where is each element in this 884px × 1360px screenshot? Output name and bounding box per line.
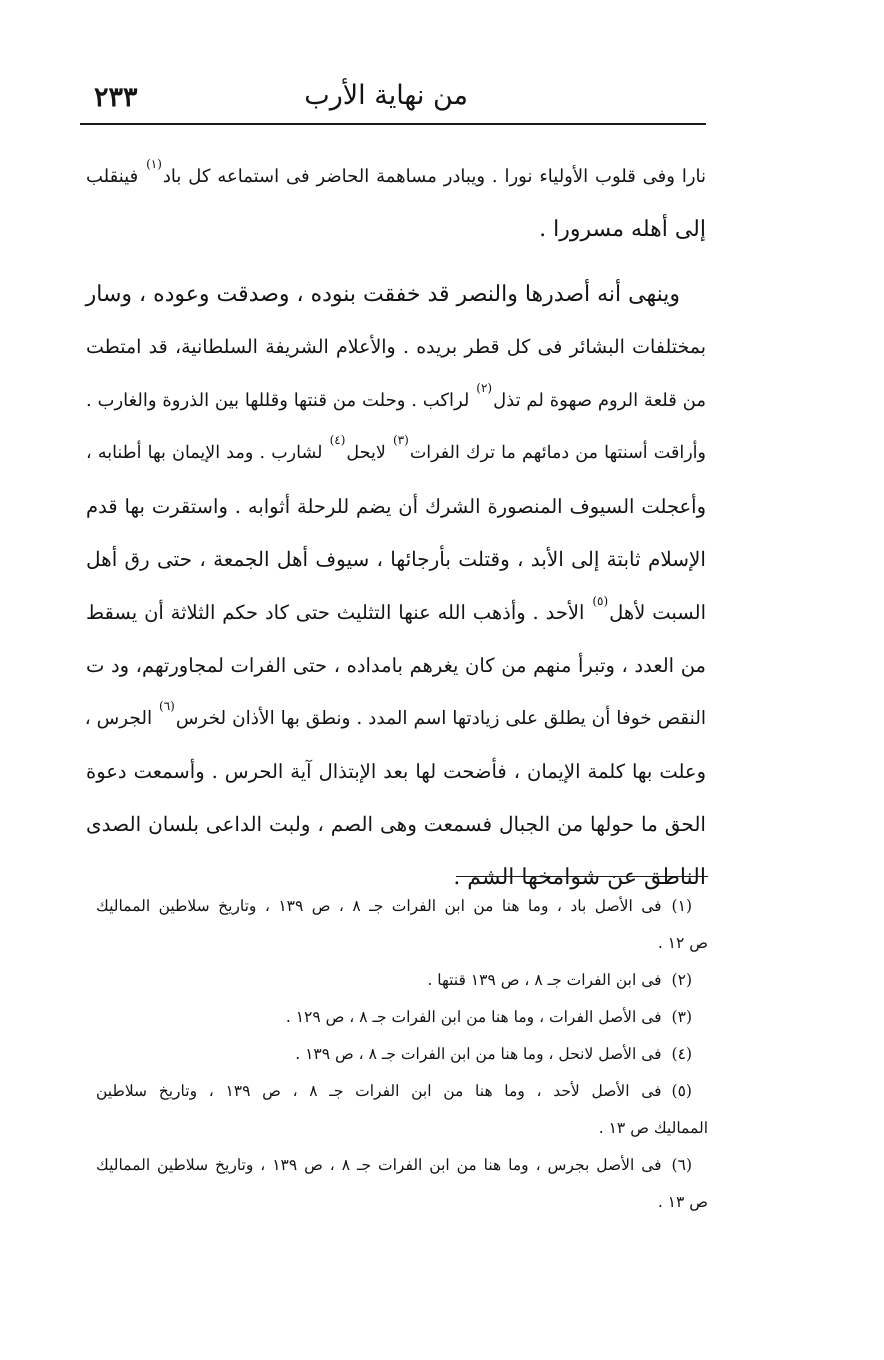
footnote-4 <box>96 1036 708 1073</box>
footnote-2 <box>96 962 708 999</box>
footnote-number: (١) <box>671 897 692 915</box>
paragraph-2 <box>86 268 706 904</box>
footnote-ref-5: (٥) <box>592 594 609 608</box>
text-line: بمختلفات البشائر فى كل قطر بريده . والأعلام الشريفة السلطانية، قد امتطت <box>86 336 706 358</box>
footnote-6 <box>96 1147 708 1221</box>
footnote-number: (٣) <box>671 1008 692 1026</box>
text-line: إلى أهله مسرورا . <box>539 217 706 242</box>
footnote-number: (٥) <box>671 1082 692 1100</box>
text-line: نارا وفى قلوب الأولياء نورا . ويبادر مساهمة الحاضر فى استماعه كل باد$^{(١)}$ فينقلب <box>86 157 707 187</box>
text-line: من العدد ، وتبرأ منهم من كان يغرهم بامداده ، حتى الفرات لمجاورتهم، ود ت <box>86 654 706 677</box>
footnote-5 <box>96 1073 708 1147</box>
footnote-3 <box>96 999 708 1036</box>
text-line: الإسلام ثابتة إلى الأبد ، وقتلت بأرجائها ، سيوف أهل الجمعة ، حتى رق أهل <box>86 547 706 571</box>
paragraph-1 <box>86 150 706 256</box>
body-text <box>86 150 706 904</box>
footnote-ref-2: (٢) <box>476 381 493 395</box>
footnote-text: فى الأصل بجرس ، وما هنا من ابن الفرات جـ ٨ ، ص ١٣٩ ، وتاريخ سلاطين المماليك <box>96 1156 662 1174</box>
footnote-ref-1: (١) <box>146 157 162 171</box>
page-number: ٢٣٣ <box>94 82 138 113</box>
running-title: من نهاية الأرب <box>304 80 468 111</box>
footnote-number: (٢) <box>671 971 692 989</box>
text-line: السبت لأهل$^{(٥)}$ الأحد . وأذهب الله عنها التثليث حتى كاد حكم الثلاثة أن يسقط <box>86 594 706 624</box>
footnote-text: فى الأصل الفرات ، وما هنا من ابن الفرات جـ ٨ ، ص ١٢٩ . <box>285 1008 662 1026</box>
header-rule <box>80 123 706 125</box>
text-line: من قلعة الروم صهوة لم تذل$^{(٢)}$ لراكب . وحلت من قنتها وقللها بين الذروة والغارب . <box>86 381 706 411</box>
running-head <box>82 78 706 118</box>
footnote-text: فى ابن الفرات جـ ٨ ، ص ١٣٩ قنتها . <box>427 971 662 989</box>
footnote-text: فى الأصل باد ، وما هنا من ابن الفرات جـ ٨ ، ص ١٣٩ ، وتاريخ سلاطين المماليك <box>96 897 662 915</box>
footnote-number: (٤) <box>671 1045 692 1063</box>
footnote-ref-4: (٤) <box>329 433 346 447</box>
text-line: وعلت بها كلمة الإيمان ، فأضحت لها بعد الإبتذال آية الحرس . وأسمعت دعوة <box>86 760 706 783</box>
footnote-text: المماليك ص ١٣ . <box>598 1119 708 1137</box>
text-line: وينهى أنه أصدرها والنصر قد خفقت بنوده ، وصدقت وعوده ، وسار <box>85 282 680 307</box>
footnote-ref-6: (٦) <box>159 699 175 713</box>
footnote-ref-3: (٣) <box>392 433 409 447</box>
footnotes <box>96 888 708 1221</box>
text-line: الحق ما حولها من الجبال فسمعت وهى الصم ، ولبت الداعى بلسان الصدى <box>86 812 706 836</box>
footnote-number: (٦) <box>671 1156 692 1174</box>
footnote-text: ص ١٢ . <box>657 934 708 952</box>
text-line: الناطق عن شوامخها الشم . <box>453 865 706 890</box>
text-line: النقص خوفا أن يطلق على زيادتها اسم المدد . ونطق بها الأذان لخرس$^{(٦)}$ الجرس ، <box>84 699 706 729</box>
text-line: وأعجلت السيوف المنصورة الشرك أن يضم للرحلة أثوابه . واستقرت بها قدم <box>86 495 706 518</box>
footnote-1 <box>96 888 708 962</box>
footnote-text: فى الأصل لانحل ، وما هنا من ابن الفرات جـ ٨ ، ص ١٣٩ . <box>295 1045 662 1063</box>
footnote-rule <box>456 876 708 877</box>
text-line: وأراقت أسنتها من دمائهم ما ترك الفرات$^{(٣)}$ لايحل$^{(٤)}$ لشارب . ومد الإيمان بها أطنابه ، <box>86 433 706 463</box>
footnote-text: فى الأصل لأحد ، وما هنا من ابن الفرات جـ ٨ ، ص ١٣٩ ، وتاريخ سلاطين <box>96 1082 662 1100</box>
footnote-text: ص ١٣ . <box>657 1193 708 1211</box>
